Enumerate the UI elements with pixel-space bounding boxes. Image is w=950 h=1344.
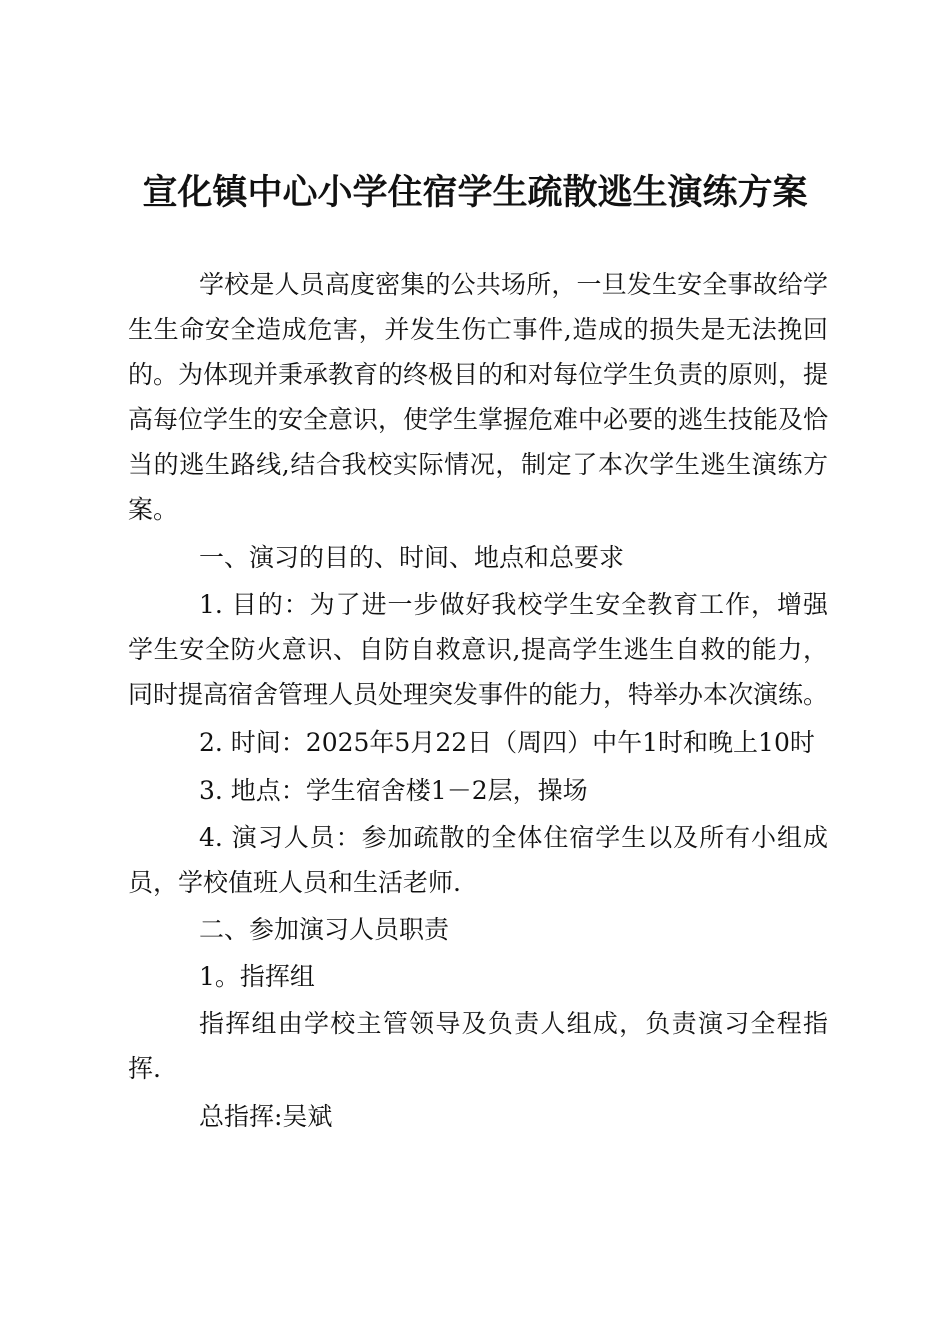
purpose-paragraph: 1. 目的：为了进一步做好我校学生安全教育工作，增强学生安全防火意识、自防自救意识,提高学生逃生自救的能力，同时提高宿舍管理人员处理突发事件的能力，特举办本次演练。: [128, 590, 829, 709]
commander-line: 总指挥:吴斌: [199, 1102, 333, 1131]
intro-paragraph: 学校是人员高度密集的公共场所，一旦发生安全事故给学生生命安全造成危害，并发生伤亡事件,造成的损失是无法挽回的。为体现并秉承教育的终极目的和对每位学生负责的原则，提高每位学生的安全意识，使学生掌握危难中必要的逃生技能及恰当的逃生路线,结合我校实际情况，制定了本次学生逃生演练方案。: [128, 270, 829, 524]
location-paragraph: 3. 地点：学生宿舍楼1－2层，操场: [199, 776, 588, 805]
command-group-paragraph: 指挥组由学校主管领导及负责人组成，负责演习全程指挥.: [128, 1009, 828, 1083]
section-heading-2: 二、参加演习人员职责: [199, 915, 450, 944]
participants-paragraph: 4. 演习人员：参加疏散的全体住宿学生以及所有小组成员，学校值班人员和生活老师.: [128, 823, 828, 897]
command-group-heading: 1。指挥组: [199, 962, 315, 991]
document-title: 宣化镇中心小学住宿学生疏散逃生演练方案: [142, 172, 808, 213]
time-paragraph: 2. 时间：2025年5月22日（周四）中午1时和晚上10时: [199, 728, 815, 757]
document-body: [128, 262, 828, 1139]
section-heading-1: 一、演习的目的、时间、地点和总要求: [199, 543, 625, 572]
